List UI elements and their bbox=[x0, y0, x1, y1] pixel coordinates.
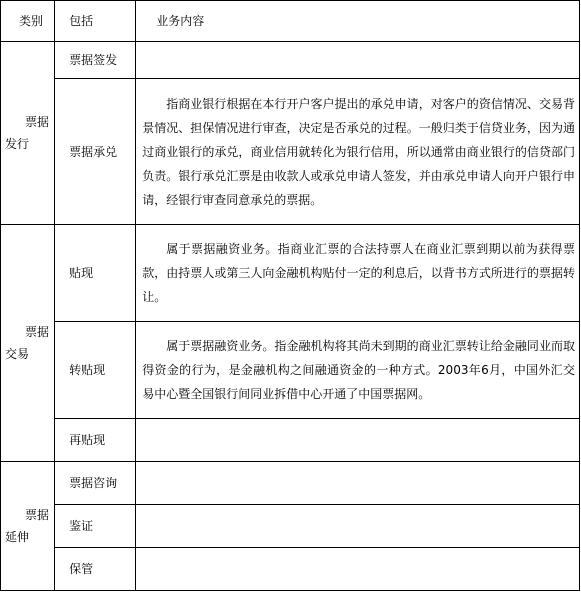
category-label-line2: 延伸 bbox=[5, 530, 30, 544]
item-name: 贴现 bbox=[55, 225, 136, 322]
item-name: 再贴现 bbox=[55, 419, 136, 462]
item-name: 转贴现 bbox=[55, 322, 136, 419]
item-name: 票据咨询 bbox=[55, 462, 136, 505]
item-name: 票据签发 bbox=[55, 42, 136, 79]
header-content: 业务内容 bbox=[136, 1, 580, 42]
table-row bbox=[1, 505, 580, 548]
item-desc bbox=[136, 419, 580, 462]
category-label-line2: 交易 bbox=[5, 347, 30, 361]
table-row bbox=[1, 462, 580, 505]
header-row bbox=[1, 1, 580, 42]
item-desc: 属于票据融资业务。指金融机构将其尚未到期的商业汇票转让给金融同业而取得资金的行为，是金融机构之间融通资金的一种方式。2003年6月，中国外汇交易中心暨全国银行间同业拆借中心开通了中国票据网。 bbox=[136, 322, 580, 419]
category-label-line2: 发行 bbox=[5, 137, 30, 151]
item-desc bbox=[136, 505, 580, 548]
header-category: 类别 bbox=[1, 1, 55, 42]
category-cell-trade bbox=[1, 225, 55, 462]
table-row bbox=[1, 79, 580, 225]
item-desc: 属于票据融资业务。指商业汇票的合法持票人在商业汇票到期以前为获得票款，由持票人或第三人向金融机构贴付一定的利息后，以背书方式所进行的票据转让。 bbox=[136, 225, 580, 322]
category-cell-extend bbox=[1, 462, 55, 591]
item-desc: 指商业银行根据在本行开户客户提出的承兑申请，对客户的资信情况、交易背景情况、担保情况进行审查，决定是否承兑的过程。一般归类于信贷业务，因为通过商业银行的承兑，商业信用就转化为银行信用，所以通常由商业银行的信贷部门负责。银行承兑汇票是由收款人或承兑申请人签发，并由承兑申请人向开户银行申请，经银行审查同意承兑的票据。 bbox=[136, 79, 580, 225]
item-desc bbox=[136, 462, 580, 505]
category-cell-issue bbox=[1, 42, 55, 225]
category-label-line1: 票据 bbox=[25, 115, 50, 129]
item-desc bbox=[136, 42, 580, 79]
item-desc bbox=[136, 548, 580, 591]
header-includes: 包括 bbox=[55, 1, 136, 42]
table-row bbox=[1, 225, 580, 322]
item-name: 票据承兑 bbox=[55, 79, 136, 225]
item-name: 鉴证 bbox=[55, 505, 136, 548]
category-label-line1: 票据 bbox=[25, 325, 50, 339]
table-row bbox=[1, 42, 580, 79]
table-row bbox=[1, 419, 580, 462]
table-row bbox=[1, 322, 580, 419]
table-row bbox=[1, 548, 580, 591]
item-name: 保管 bbox=[55, 548, 136, 591]
category-label-line1: 票据 bbox=[25, 508, 50, 522]
